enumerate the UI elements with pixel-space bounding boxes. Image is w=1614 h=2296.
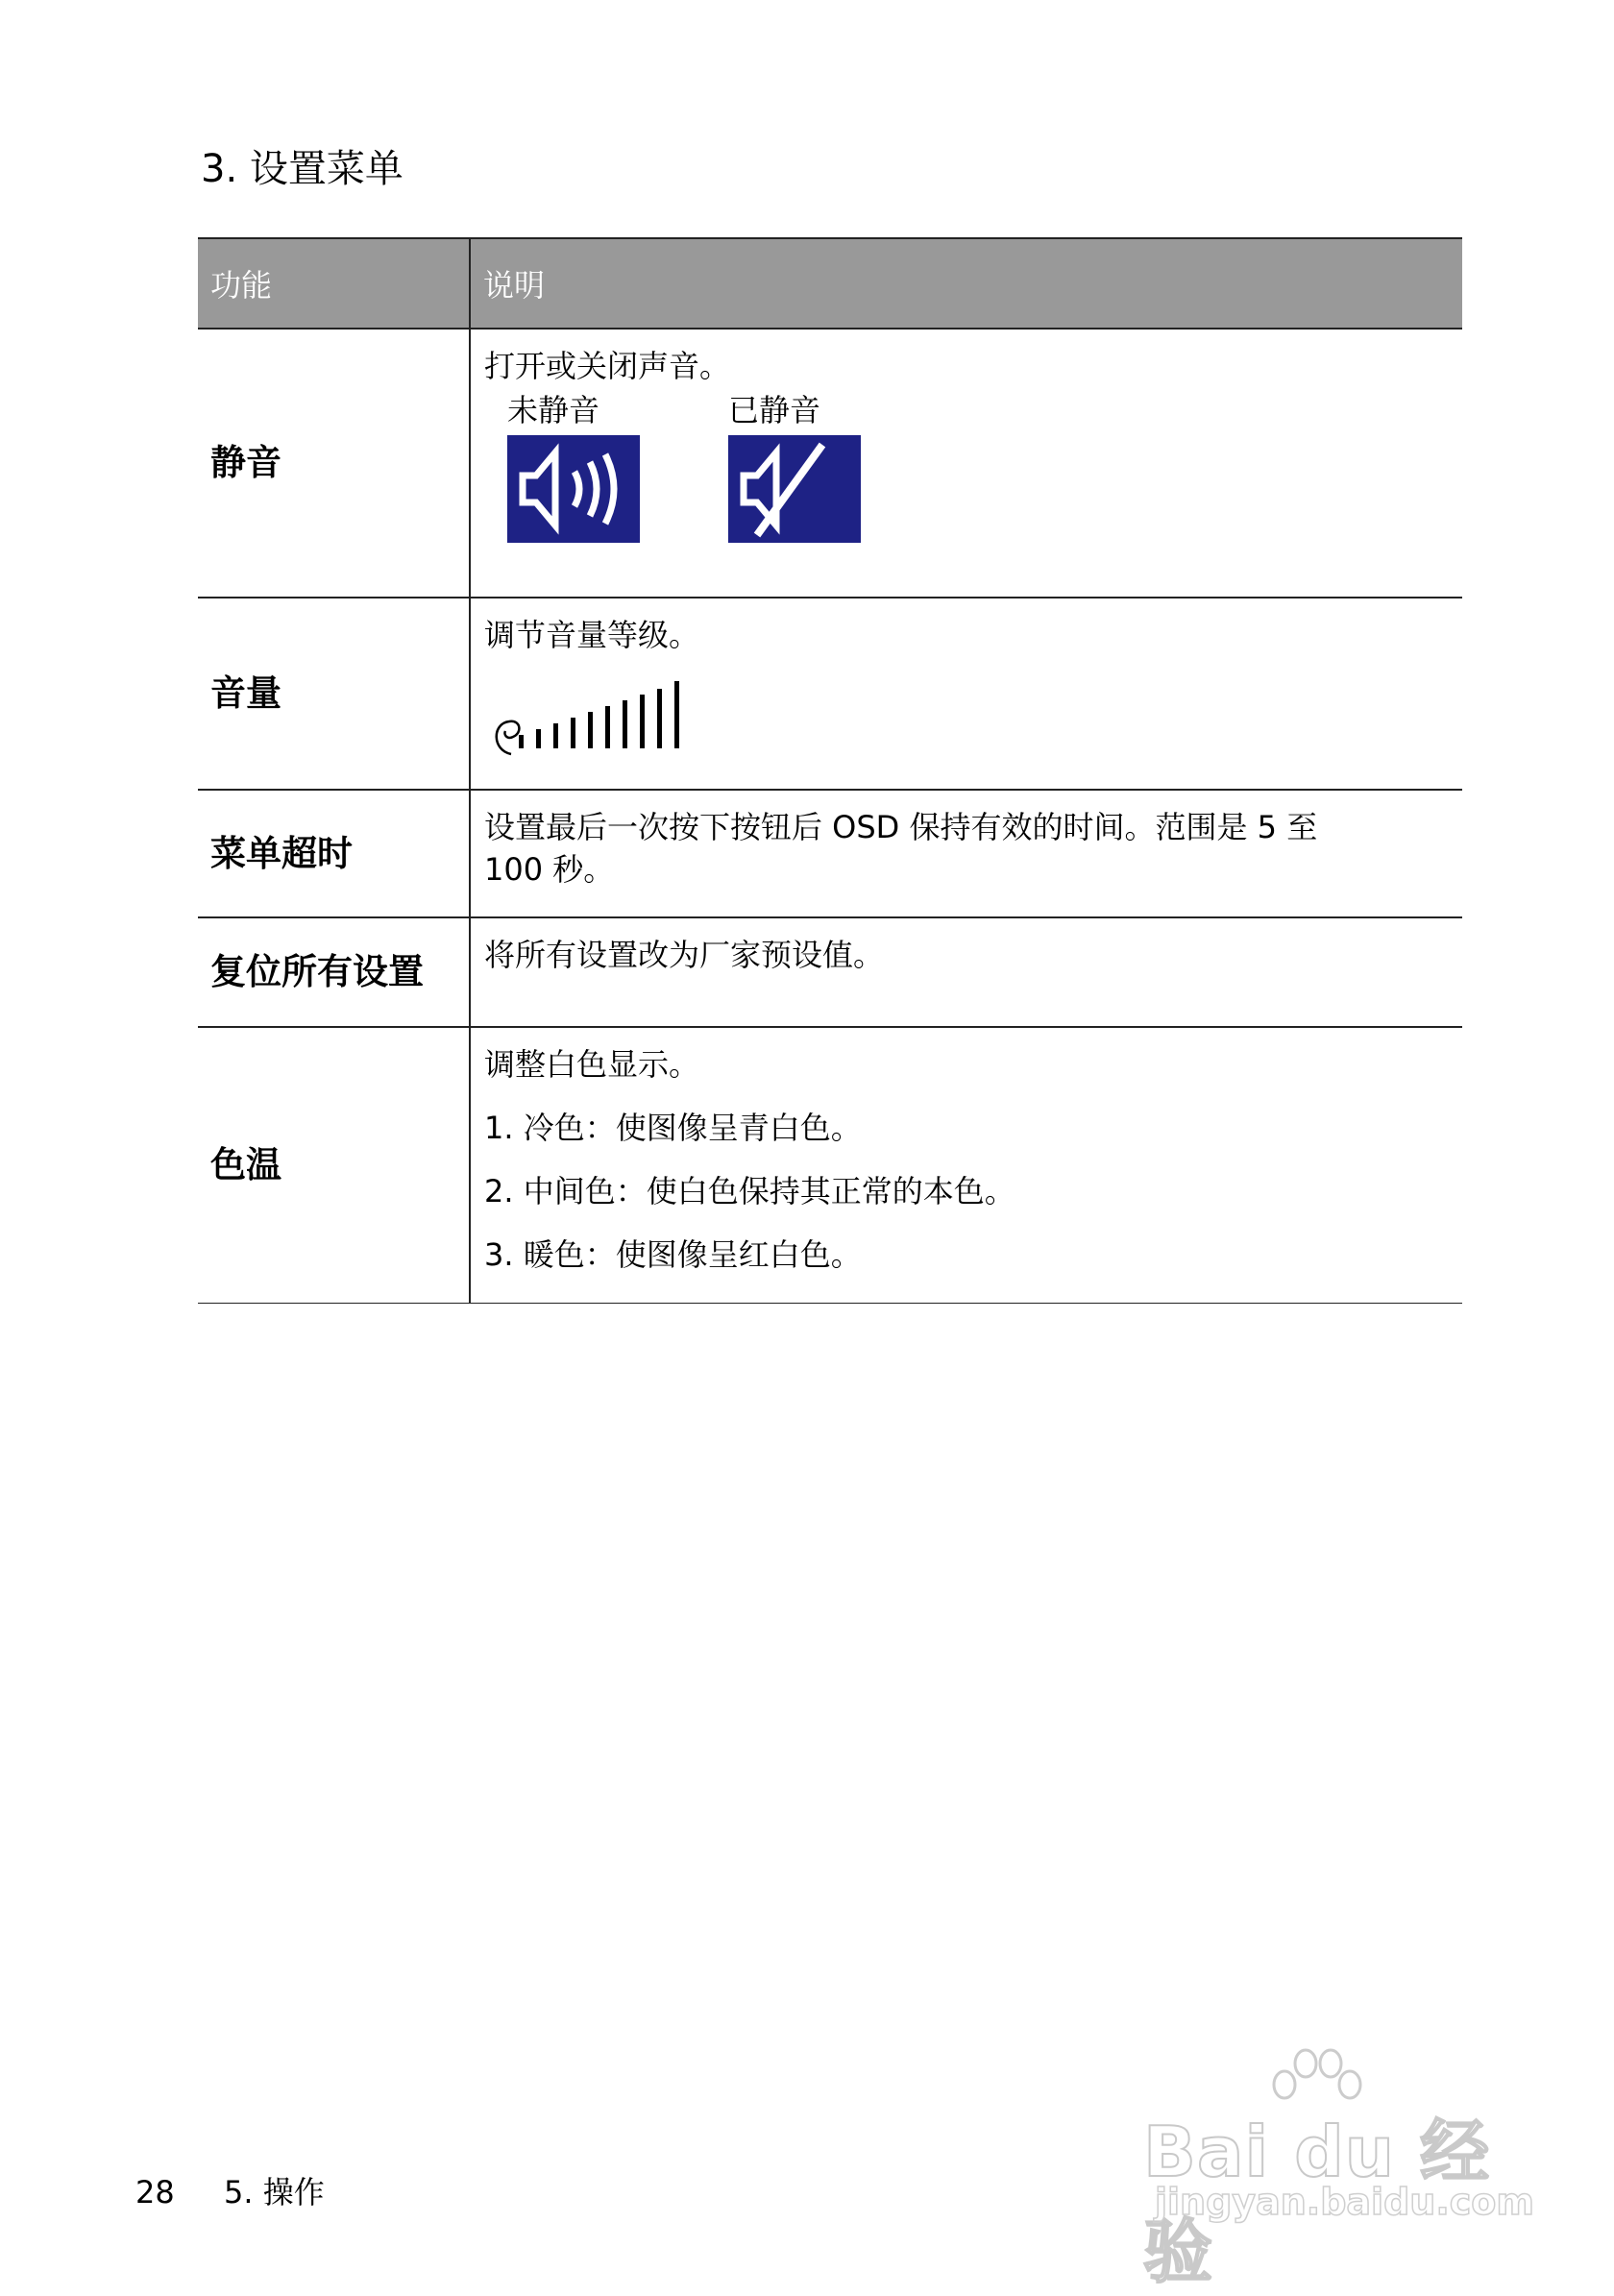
page-number: 28 bbox=[135, 2174, 175, 2211]
description-mute bbox=[470, 329, 1462, 598]
function-name-color-temp: 色温 bbox=[198, 1027, 470, 1304]
header-description: 说明 bbox=[470, 238, 1462, 329]
description-volume bbox=[470, 598, 1462, 790]
muted-label: 已静音 bbox=[728, 392, 821, 428]
description-color-temp bbox=[470, 1027, 1462, 1304]
volume-description-text: 调节音量等级。 bbox=[484, 617, 700, 653]
mute-icons-group bbox=[484, 389, 1449, 543]
watermark-url: jingyan.baidu.com bbox=[1155, 2181, 1534, 2223]
table-row-reset-all bbox=[198, 917, 1462, 1027]
color-temp-item-normal: 2. 中间色：使白色保持其正常的本色。 bbox=[484, 1173, 1015, 1209]
mute-description-text: 打开或关闭声音。 bbox=[484, 348, 731, 384]
reset-description-text: 将所有设置改为厂家预设值。 bbox=[484, 937, 885, 973]
description-menu-timeout bbox=[470, 790, 1462, 917]
function-name-mute: 静音 bbox=[198, 329, 470, 598]
chapter-label: 5. 操作 bbox=[224, 2174, 325, 2211]
section-title: 3. 设置菜单 bbox=[201, 147, 404, 191]
function-name-reset-all: 复位所有设置 bbox=[198, 917, 470, 1027]
table-row-color-temp bbox=[198, 1027, 1462, 1304]
muted-state bbox=[728, 389, 861, 543]
function-name-volume: 音量 bbox=[198, 598, 470, 790]
color-temp-description-text: 调整白色显示。 bbox=[484, 1046, 700, 1083]
table-header-row bbox=[198, 238, 1462, 329]
color-temp-item-warm: 3. 暖色：使图像呈红白色。 bbox=[484, 1236, 862, 1273]
speaker-muted-icon bbox=[728, 435, 861, 543]
timeout-description-line2: 100 秒。 bbox=[484, 851, 615, 888]
color-temp-item-cool: 1. 冷色：使图像呈青白色。 bbox=[484, 1110, 862, 1146]
unmuted-label: 未静音 bbox=[507, 392, 600, 428]
table-row-menu-timeout bbox=[198, 790, 1462, 917]
function-name-menu-timeout: 菜单超时 bbox=[198, 790, 470, 917]
timeout-description-line1: 设置最后一次按下按钮后 OSD 保持有效的时间。范围是 5 至 bbox=[484, 809, 1318, 845]
header-function: 功能 bbox=[198, 238, 470, 329]
baidu-jingyan-watermark bbox=[1143, 2046, 1534, 2292]
watermark-brand: Bai du 经验 bbox=[1143, 2112, 1491, 2292]
description-reset-all bbox=[470, 917, 1462, 1027]
volume-level-icon bbox=[490, 668, 1449, 770]
unmuted-state bbox=[507, 389, 640, 543]
settings-menu-table bbox=[198, 237, 1462, 1304]
table-row-volume bbox=[198, 598, 1462, 790]
table-row-mute bbox=[198, 329, 1462, 598]
speaker-on-icon bbox=[507, 435, 640, 543]
